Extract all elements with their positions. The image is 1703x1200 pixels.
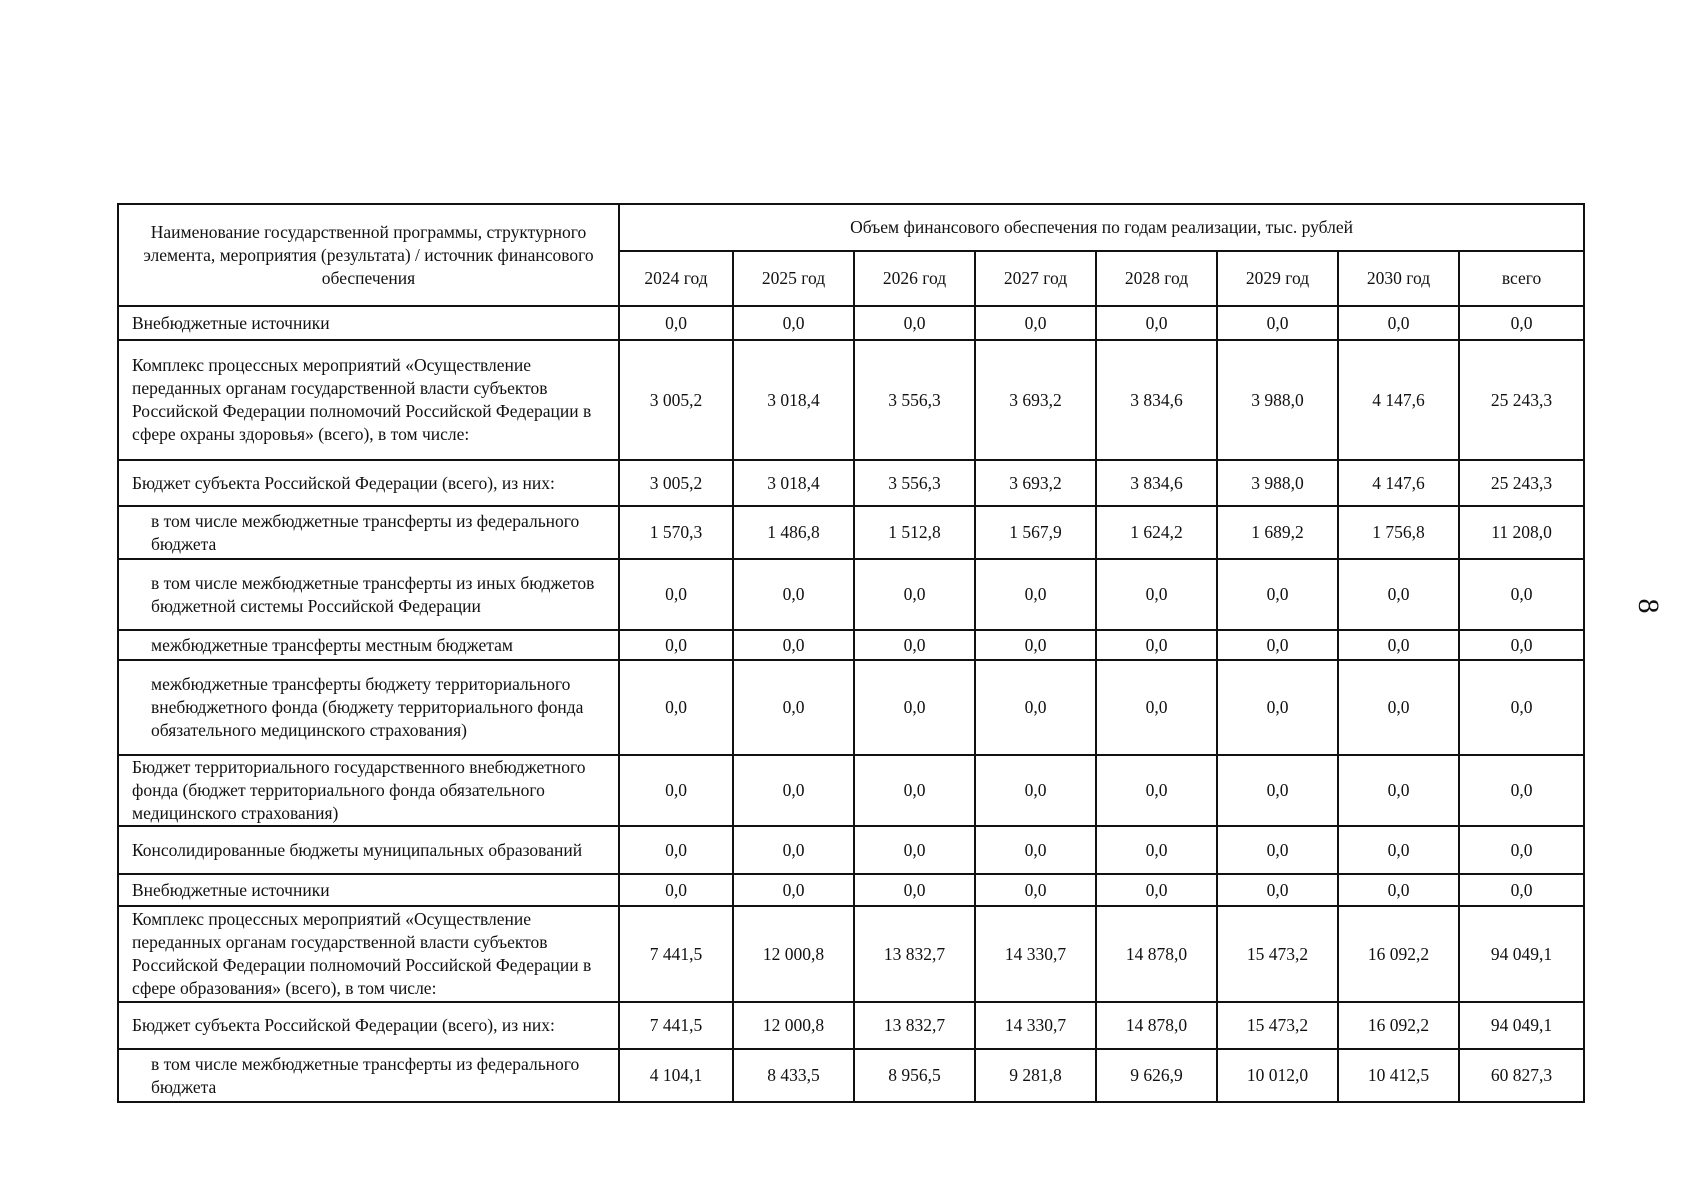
value-cell: 8 956,5 [854, 1049, 975, 1102]
volume-header: Объем финансового обеспечения по годам реализации, тыс. рублей [619, 204, 1584, 251]
value-cell: 3 018,4 [733, 340, 854, 460]
row-name-cell: в том числе межбюджетные трансферты из иных бюджетов бюджетной системы Российской Федерации [118, 559, 619, 630]
year-header: 2030 год [1338, 251, 1459, 306]
value-cell: 15 473,2 [1217, 1002, 1338, 1049]
value-cell: 0,0 [1459, 755, 1584, 826]
value-cell: 0,0 [1338, 630, 1459, 660]
value-cell: 3 005,2 [619, 460, 733, 506]
value-cell: 3 556,3 [854, 340, 975, 460]
value-cell: 3 693,2 [975, 340, 1096, 460]
table-row [118, 1002, 1584, 1049]
value-cell: 1 512,8 [854, 506, 975, 559]
value-cell: 11 208,0 [1459, 506, 1584, 559]
value-cell: 0,0 [975, 755, 1096, 826]
value-cell: 1 570,3 [619, 506, 733, 559]
value-cell: 0,0 [854, 826, 975, 874]
value-cell: 0,0 [733, 559, 854, 630]
value-cell: 0,0 [1096, 630, 1217, 660]
value-cell: 13 832,7 [854, 1002, 975, 1049]
name-column-header: Наименование государственной программы, структурного элемента, мероприятия (результата) / источник финансового обеспечения [118, 204, 619, 306]
value-cell: 4 147,6 [1338, 460, 1459, 506]
value-cell: 0,0 [733, 874, 854, 906]
row-name-cell: в том числе межбюджетные трансферты из федерального бюджета [118, 1049, 619, 1102]
value-cell: 0,0 [975, 874, 1096, 906]
value-cell: 14 878,0 [1096, 906, 1217, 1002]
value-cell: 1 689,2 [1217, 506, 1338, 559]
value-cell: 10 412,5 [1338, 1049, 1459, 1102]
value-cell: 0,0 [619, 826, 733, 874]
value-cell: 0,0 [1459, 660, 1584, 755]
table-row [118, 755, 1584, 826]
value-cell: 0,0 [1217, 874, 1338, 906]
value-cell: 60 827,3 [1459, 1049, 1584, 1102]
value-cell: 4 147,6 [1338, 340, 1459, 460]
value-cell: 0,0 [1459, 306, 1584, 340]
row-name-cell: межбюджетные трансферты местным бюджетам [118, 630, 619, 660]
year-header: 2024 год [619, 251, 733, 306]
row-name-cell: Бюджет субъекта Российской Федерации (всего), из них: [118, 460, 619, 506]
value-cell: 14 878,0 [1096, 1002, 1217, 1049]
table-body [118, 306, 1584, 1102]
value-cell: 25 243,3 [1459, 340, 1584, 460]
value-cell: 12 000,8 [733, 906, 854, 1002]
value-cell: 0,0 [1096, 306, 1217, 340]
value-cell: 0,0 [733, 755, 854, 826]
year-header: 2029 год [1217, 251, 1338, 306]
value-cell: 16 092,2 [1338, 906, 1459, 1002]
table-row [118, 340, 1584, 460]
value-cell: 3 693,2 [975, 460, 1096, 506]
value-cell: 0,0 [854, 874, 975, 906]
value-cell: 10 012,0 [1217, 1049, 1338, 1102]
table-row [118, 1049, 1584, 1102]
value-cell: 3 556,3 [854, 460, 975, 506]
value-cell: 0,0 [619, 755, 733, 826]
year-header: 2027 год [975, 251, 1096, 306]
value-cell: 0,0 [854, 559, 975, 630]
value-cell: 9 281,8 [975, 1049, 1096, 1102]
row-name-cell: Комплекс процессных мероприятий «Осуществление переданных органам государственной власти субъектов Российской Федерации полномочий Российской Федерации в сфере охраны здоровья» (всего), в том числе: [118, 340, 619, 460]
value-cell: 1 624,2 [1096, 506, 1217, 559]
value-cell: 0,0 [975, 306, 1096, 340]
value-cell: 0,0 [619, 660, 733, 755]
row-name-cell: Консолидированные бюджеты муниципальных образований [118, 826, 619, 874]
value-cell: 94 049,1 [1459, 1002, 1584, 1049]
value-cell: 0,0 [1096, 826, 1217, 874]
value-cell: 0,0 [854, 755, 975, 826]
value-cell: 0,0 [975, 559, 1096, 630]
value-cell: 3 834,6 [1096, 340, 1217, 460]
value-cell: 94 049,1 [1459, 906, 1584, 1002]
value-cell: 12 000,8 [733, 1002, 854, 1049]
value-cell: 16 092,2 [1338, 1002, 1459, 1049]
table-row [118, 906, 1584, 1002]
row-name-cell: межбюджетные трансферты бюджету территориального внебюджетного фонда (бюджету территориального фонда обязательного медицинского страхования) [118, 660, 619, 755]
value-cell: 0,0 [1338, 755, 1459, 826]
value-cell: 0,0 [733, 660, 854, 755]
row-name-cell: Бюджет субъекта Российской Федерации (всего), из них: [118, 1002, 619, 1049]
table-row [118, 559, 1584, 630]
value-cell: 0,0 [1338, 660, 1459, 755]
value-cell: 0,0 [1459, 874, 1584, 906]
value-cell: 0,0 [854, 660, 975, 755]
table-row [118, 826, 1584, 874]
value-cell: 0,0 [1459, 826, 1584, 874]
value-cell: 0,0 [1217, 306, 1338, 340]
value-cell: 0,0 [1459, 559, 1584, 630]
value-cell: 3 018,4 [733, 460, 854, 506]
value-cell: 0,0 [854, 630, 975, 660]
value-cell: 3 988,0 [1217, 460, 1338, 506]
row-name-cell: в том числе межбюджетные трансферты из федерального бюджета [118, 506, 619, 559]
table-row [118, 630, 1584, 660]
table-row [118, 660, 1584, 755]
value-cell: 0,0 [975, 826, 1096, 874]
value-cell: 0,0 [1217, 826, 1338, 874]
value-cell: 0,0 [1338, 826, 1459, 874]
table-row [118, 460, 1584, 506]
year-header: 2026 год [854, 251, 975, 306]
value-cell: 0,0 [1217, 630, 1338, 660]
value-cell: 4 104,1 [619, 1049, 733, 1102]
value-cell: 0,0 [1096, 755, 1217, 826]
value-cell: 0,0 [975, 630, 1096, 660]
value-cell: 7 441,5 [619, 1002, 733, 1049]
value-cell: 1 756,8 [1338, 506, 1459, 559]
value-cell: 0,0 [854, 306, 975, 340]
value-cell: 0,0 [1338, 559, 1459, 630]
value-cell: 0,0 [1217, 755, 1338, 826]
value-cell: 0,0 [1096, 874, 1217, 906]
year-header: 2025 год [733, 251, 854, 306]
page-number: 8 [1632, 598, 1665, 614]
year-header: всего [1459, 251, 1584, 306]
value-cell: 7 441,5 [619, 906, 733, 1002]
value-cell: 1 486,8 [733, 506, 854, 559]
value-cell: 8 433,5 [733, 1049, 854, 1102]
financing-table [117, 203, 1585, 1103]
value-cell: 14 330,7 [975, 1002, 1096, 1049]
value-cell: 0,0 [1096, 660, 1217, 755]
value-cell: 3 988,0 [1217, 340, 1338, 460]
value-cell: 0,0 [1338, 874, 1459, 906]
value-cell: 0,0 [733, 306, 854, 340]
value-cell: 0,0 [1217, 559, 1338, 630]
value-cell: 14 330,7 [975, 906, 1096, 1002]
value-cell: 0,0 [1217, 660, 1338, 755]
value-cell: 3 005,2 [619, 340, 733, 460]
table-row [118, 874, 1584, 906]
row-name-cell: Внебюджетные источники [118, 306, 619, 340]
value-cell: 0,0 [619, 306, 733, 340]
row-name-cell: Внебюджетные источники [118, 874, 619, 906]
row-name-cell: Бюджет территориального государственного внебюджетного фонда (бюджет территориального фонда обязательного медицинского страхования) [118, 755, 619, 826]
value-cell: 0,0 [619, 559, 733, 630]
value-cell: 1 567,9 [975, 506, 1096, 559]
table-row [118, 506, 1584, 559]
value-cell: 25 243,3 [1459, 460, 1584, 506]
year-header: 2028 год [1096, 251, 1217, 306]
value-cell: 0,0 [1459, 630, 1584, 660]
value-cell: 13 832,7 [854, 906, 975, 1002]
value-cell: 9 626,9 [1096, 1049, 1217, 1102]
value-cell: 0,0 [1338, 306, 1459, 340]
value-cell: 0,0 [619, 874, 733, 906]
value-cell: 0,0 [733, 826, 854, 874]
value-cell: 0,0 [1096, 559, 1217, 630]
table-row [118, 306, 1584, 340]
value-cell: 0,0 [975, 660, 1096, 755]
value-cell: 3 834,6 [1096, 460, 1217, 506]
value-cell: 0,0 [733, 630, 854, 660]
row-name-cell: Комплекс процессных мероприятий «Осуществление переданных органам государственной власти субъектов Российской Федерации полномочий Российской Федерации в сфере образования» (всего), в том числе: [118, 906, 619, 1002]
value-cell: 15 473,2 [1217, 906, 1338, 1002]
value-cell: 0,0 [619, 630, 733, 660]
